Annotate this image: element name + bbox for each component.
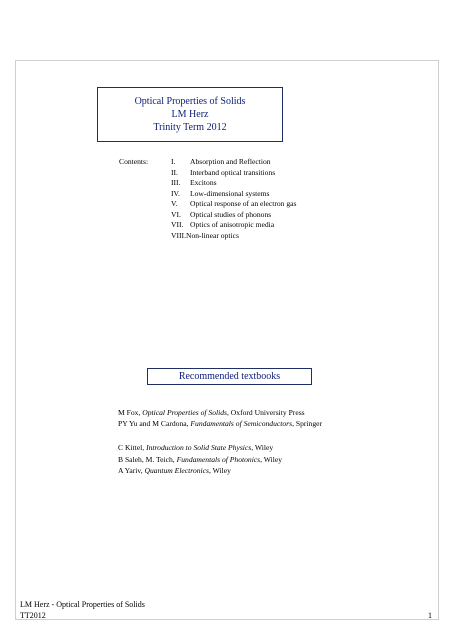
book-title: Introduction to Solid State Physics <box>146 443 252 453</box>
title-box <box>97 87 283 142</box>
contents-item-text: Non-linear optics <box>185 230 239 240</box>
contents-item-text: Optical studies of phonons <box>190 209 272 219</box>
contents-item-text: Optical response of an electron gas <box>190 199 297 208</box>
contents-item-number: VII. <box>171 220 184 229</box>
contents-item-number: VI. <box>171 209 181 219</box>
book-publisher: , Wiley <box>208 465 231 475</box>
textbook-entry <box>118 407 348 418</box>
contents-item-number: II. <box>171 167 178 177</box>
contents-item-text: Low-dimensional systems <box>190 188 270 198</box>
book-author: C Kittel, <box>118 443 147 453</box>
spacer <box>118 429 348 442</box>
book-publisher: , Oxford University Press <box>227 408 305 417</box>
book-publisher: , Springer <box>292 419 323 429</box>
term-label: Trinity Term 2012 <box>153 122 227 133</box>
book-title: Fundamentals of Photonics <box>176 454 261 464</box>
textbook-entry <box>118 418 348 429</box>
contents-item-number: VIII. <box>171 230 186 240</box>
book-author: B Saleh, M. Teich, <box>118 454 177 464</box>
contents-item-text: Interband optical transitions <box>190 167 276 177</box>
contents-item <box>171 168 296 179</box>
recommended-heading-text: Recommended textbooks <box>178 371 281 382</box>
contents-item <box>171 210 296 221</box>
book-title: Quantum Electronics <box>144 465 209 475</box>
contents-item-number: IV. <box>171 188 180 198</box>
book-author: M Fox, <box>118 408 143 417</box>
book-author: A Yariv, <box>118 465 145 475</box>
contents-item <box>171 189 296 200</box>
contents-item-number: I. <box>171 157 176 166</box>
textbook-list <box>118 407 348 476</box>
textbook-entry <box>118 442 348 453</box>
contents-item-text: Excitons <box>190 178 217 187</box>
footer-course-line: LM Herz - Optical Properties of Solids <box>20 600 145 609</box>
slide-page <box>15 60 439 620</box>
contents-item <box>171 220 296 231</box>
footer-term: TT2012 <box>20 610 46 620</box>
contents-item-text: Optics of anisotropic media <box>190 220 275 229</box>
contents-section <box>119 157 296 241</box>
footer-term-row <box>20 611 432 622</box>
book-author: PY Yu and M Cardona, <box>118 419 191 429</box>
book-title: Fundamentals of Semiconductors <box>190 419 293 429</box>
page-footer <box>20 600 432 621</box>
page-number: 1 <box>428 610 432 620</box>
book-publisher: , Wiley <box>251 443 274 453</box>
book-title: Optical Properties of Solids <box>142 408 227 417</box>
textbook-entry <box>118 454 348 465</box>
textbook-entry <box>118 465 348 476</box>
contents-item-text: Absorption and Reflection <box>190 157 271 166</box>
contents-item-number: III. <box>171 178 181 187</box>
contents-item <box>171 178 296 189</box>
lecturer-name: LM Herz <box>171 109 209 120</box>
recommended-textbooks-heading <box>147 368 312 385</box>
contents-list <box>171 157 296 241</box>
contents-item <box>171 199 296 210</box>
contents-label: Contents: <box>119 157 149 166</box>
book-publisher: , Wiley <box>260 454 283 464</box>
contents-item <box>171 157 296 168</box>
contents-item-number: V. <box>171 199 178 208</box>
contents-item <box>171 231 296 242</box>
course-title: Optical Properties of Solids <box>134 96 246 107</box>
